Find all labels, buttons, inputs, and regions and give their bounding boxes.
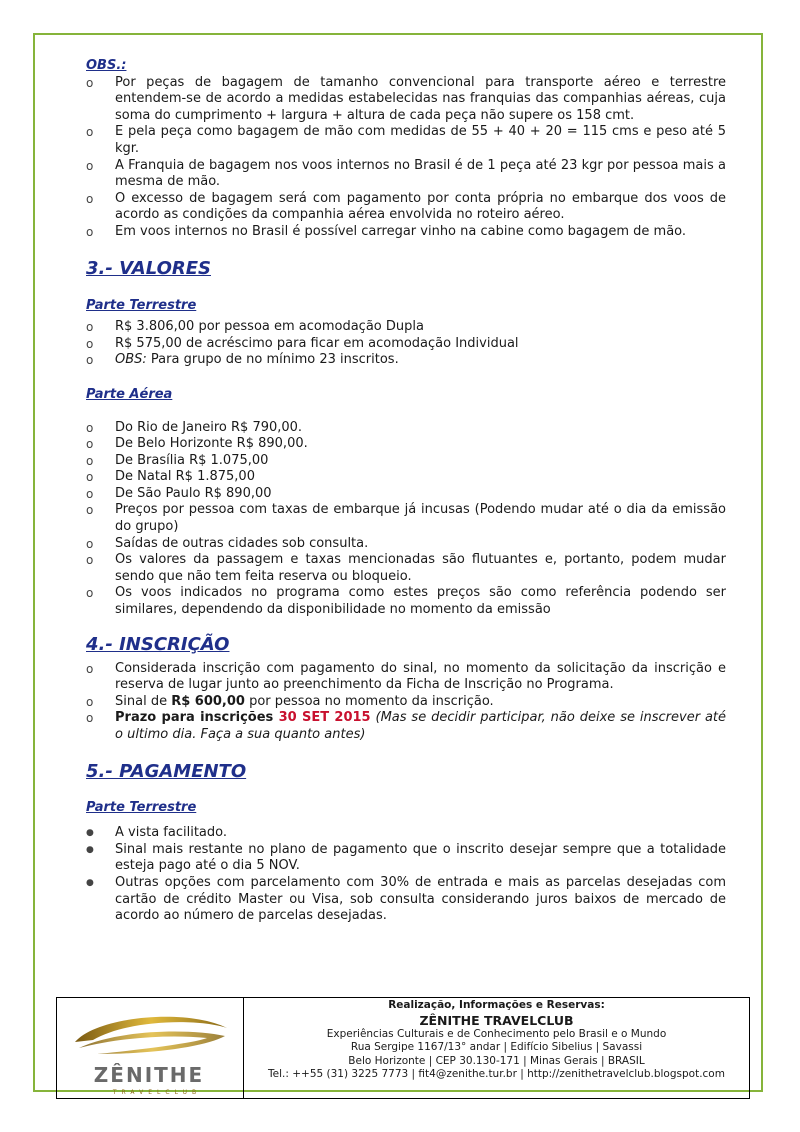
circle-bullet-icon: o [86, 158, 94, 173]
dot-bullet-icon: ● [86, 828, 94, 839]
dot-bullet-icon: ● [86, 877, 94, 888]
list-item: o De São Paulo R$ 890,00 [86, 485, 272, 501]
list-item: o Os valores da passagem e taxas mencionadas são flutuantes e, portanto, podem mudar sendo que não tem feita reserva ou bloqueio. [86, 552, 726, 584]
footer-contact-info [244, 998, 749, 1098]
list-item: o Os voos indicados no programa como estes preços são como referência podendo ser similares, dependendo da disponibilidade no momento da emissão [86, 585, 726, 618]
circle-bullet-icon: o [86, 75, 94, 90]
circle-bullet-icon: o [86, 586, 94, 601]
circle-bullet-icon: o [86, 336, 94, 351]
circle-bullet-icon: o [86, 320, 94, 335]
footer-box [56, 997, 750, 1099]
list-item: o E pela peça como bagagem de mão com medidas de 55 + 40 + 20 = 115 cms e peso até 5 kgr. [86, 124, 726, 156]
subheading-parte-terrestre-pagamento: Parte Terrestre [86, 799, 197, 815]
list-item: o OBS: Para grupo de no mínimo 23 inscritos. [86, 352, 399, 368]
dot-bullet-icon: ● [86, 844, 94, 855]
circle-bullet-icon: o [86, 661, 94, 676]
circle-bullet-icon: o [86, 125, 94, 140]
list-item: o De Belo Horizonte R$ 890,00. [86, 436, 308, 452]
obs-list [86, 75, 726, 241]
list-item: ● A vista facilitado. [86, 825, 227, 841]
list-item: ● Sinal mais restante no plano de pagamento que o inscrito desejar sempre que a totalidade esteja pago até o dia 5 NOV. [86, 841, 726, 874]
list-item: o De Brasília R$ 1.075,00 [86, 452, 269, 468]
footer-tagline: Experiências Culturais e de Conhecimento pelo Brasil e o Mundo [326, 1027, 667, 1040]
logo-wordmark: ZÊNITHE [93, 1063, 205, 1087]
circle-bullet-icon: o [86, 453, 94, 468]
logo-subtext: TRAVELCLUB [112, 1089, 202, 1096]
footer-company-name: ZÊNITHE TRAVELCLUB [419, 1012, 574, 1028]
zenithe-logo [57, 998, 244, 1098]
list-item: o Saídas de outras cidades sob consulta. [86, 535, 369, 551]
circle-bullet-icon: o [86, 694, 94, 709]
list-item: o Em voos internos no Brasil é possível carregar vinho na cabine como bagagem de mão. [86, 223, 687, 239]
list-item: o Do Rio de Janeiro R$ 790,00. [86, 419, 303, 435]
circle-bullet-icon: o [86, 536, 94, 551]
aerea-list [86, 420, 726, 619]
circle-bullet-icon: o [86, 470, 94, 485]
section-heading-valores: 3.- VALORES [86, 257, 211, 279]
footer-contacts: Tel.: ++55 (31) 3225 7773 | fit4@zenithe.tur.br | http://zenithetravelclub.blogspot.com [268, 1068, 725, 1080]
list-item: o O excesso de bagagem será com pagamento por conta própria no embarque dos voos de acordo as condições da companhia aérea envolvida no roteiro aéreo. [86, 190, 726, 223]
circle-bullet-icon: o [86, 437, 94, 452]
list-item: o R$ 3.806,00 por pessoa em acomodação Dupla [86, 319, 424, 335]
subheading-parte-aerea: Parte Aérea [86, 386, 173, 402]
obs-label: OBS: [115, 352, 147, 368]
list-item: o Considerada inscrição com pagamento do sinal, no momento da solicitação da inscrição e reserva de lugar junto ao preenchimento da Ficha de Inscrição no Programa. [86, 660, 726, 693]
circle-bullet-icon: o [86, 503, 94, 518]
circle-bullet-icon: o [86, 486, 94, 501]
footer-city: Belo Horizonte | CEP 30.130-171 | Minas Gerais | BRASIL [348, 1054, 645, 1067]
section-heading-inscricao: 4.- INSCRIÇÃO [86, 633, 230, 655]
circle-bullet-icon: o [86, 191, 94, 206]
zenithe-swoosh-icon [57, 998, 243, 1098]
section-heading-pagamento: 5.- PAGAMENTO [86, 760, 247, 782]
terrestre-list [86, 319, 726, 369]
circle-bullet-icon: o [86, 353, 94, 368]
list-item: o De Natal R$ 1.875,00 [86, 469, 255, 485]
list-item: o Sinal de R$ 600,00 por pessoa no momento da inscrição. [86, 693, 494, 709]
list-item: o Prazo para inscrições 30 SET 2015 (Mas se decidir participar, não deixe se inscrever até o ultimo dia. Faça a sua quanto antes) [86, 710, 727, 742]
circle-bullet-icon: o [86, 224, 94, 239]
obs-title: OBS.: [86, 58, 127, 73]
document-body [86, 58, 726, 925]
subheading-parte-terrestre: Parte Terrestre [86, 297, 197, 313]
footer-line-reservas: Realização, Informações e Reservas: [388, 999, 605, 1011]
circle-bullet-icon: o [86, 553, 94, 568]
list-item: o Preços por pessoa com taxas de embarque já incusas (Podendo mudar até o dia da emissão do grupo) [86, 502, 726, 535]
footer-address: Rua Sergipe 1167/13° andar | Edifício Sibelius | Savassi [350, 1041, 643, 1053]
list-item: o Por peças de bagagem de tamanho convencional para transporte aéreo e terrestre entendem-se de acordo a medidas estabelecidas nas franquias das companhias aéreas, cuja soma do cumprimento + largura + altura de cada peça não supere os 158 cmt. [86, 74, 726, 123]
circle-bullet-icon: o [86, 711, 94, 726]
inscricao-list [86, 661, 726, 744]
list-item: o R$ 575,00 de acréscimo para ficar em acomodação Individual [86, 335, 519, 351]
list-item: ● Outras opções com parcelamento com 30% de entrada e mais as parcelas desejadas com cartão de crédito Master ou Visa, sob consulta considerando juros baixos de mercado de acordo ao número de parcelas desejadas. [86, 874, 726, 924]
deadline-date: 30 SET 2015 [278, 710, 371, 726]
circle-bullet-icon: o [86, 420, 94, 435]
pagamento-list [86, 825, 726, 925]
list-item: o A Franquia de bagagem nos voos internos no Brasil é de 1 peça até 23 kgr por pessoa mais a mesma de mão. [86, 157, 726, 190]
